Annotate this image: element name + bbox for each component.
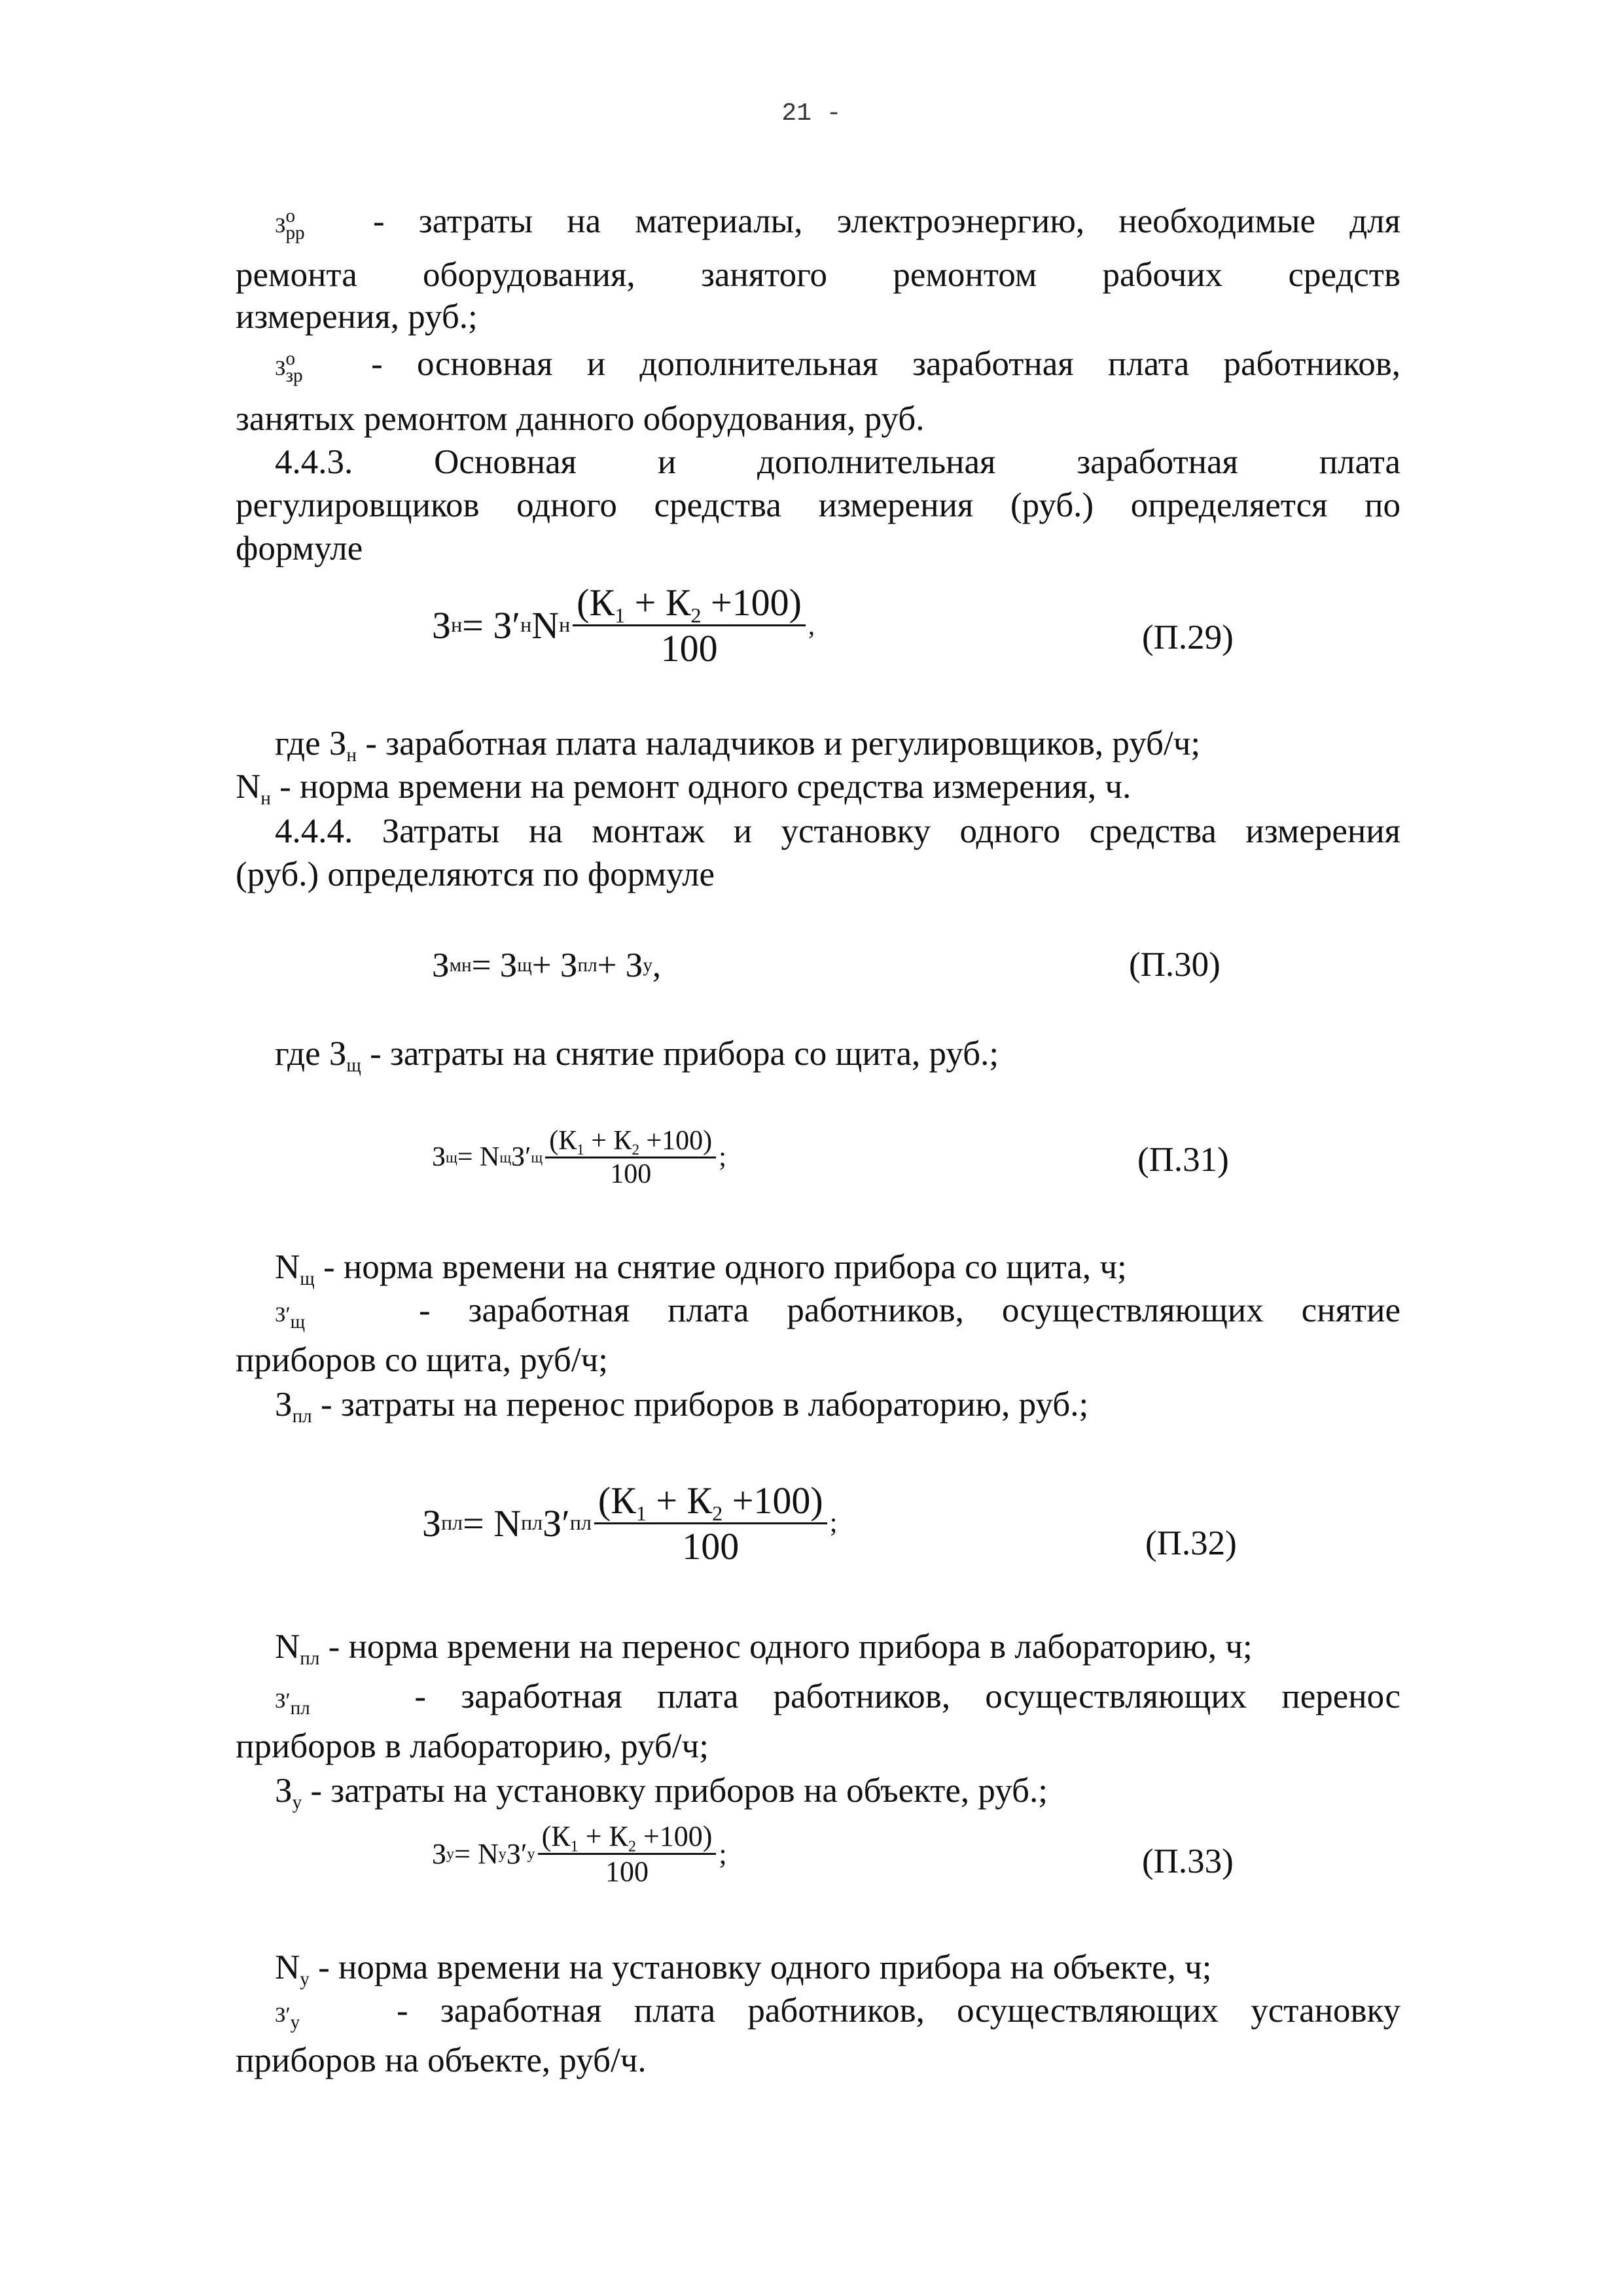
text-line: регулировщиков одного средства измерения (руб.) определяется по bbox=[236, 486, 1400, 524]
text-line: ремонта оборудования, занятого ремонтом рабочих средств bbox=[236, 256, 1400, 294]
symbol-z-rr: $З^о_{рр}$ bbox=[275, 205, 305, 244]
text-line: $З'_{пл}$ - заработная плата работников, осуществляющих перенос bbox=[275, 1677, 1400, 1719]
text-line: $N_{пл}$ - норма времени на перенос одного прибора в лабораторию, ч; bbox=[275, 1628, 1253, 1670]
text-line: формуле bbox=[236, 529, 363, 567]
text-line: $З_{пл}$ - затраты на перенос приборов в лабораторию, руб.; bbox=[275, 1386, 1089, 1427]
equation-label-p29: (П.29) bbox=[1142, 619, 1234, 656]
text-line: измерения, руб.; bbox=[236, 298, 478, 336]
text-line: $З'_щ$ - заработная плата работников, осуществляющих снятие bbox=[275, 1291, 1401, 1333]
section-heading-4-4-4: 4.4.4. Затраты на монтаж и установку одного средства измерения bbox=[275, 812, 1400, 850]
text-line: приборов со щита, руб/ч; bbox=[236, 1341, 608, 1379]
equation-label-p30: (П.30) bbox=[1129, 946, 1221, 984]
equation-label-p32: (П.32) bbox=[1145, 1524, 1237, 1562]
text-line: $З^о_{зр}$ - основная и дополнительная заработная плата работников, bbox=[275, 345, 1400, 387]
fraction: $\frac{(К_1 + К_2 +100)}{100}$ bbox=[545, 1125, 716, 1190]
text-line: $N_у$ - норма времени на установку одного прибора на объекте, ч; bbox=[275, 1948, 1212, 1990]
section-heading-4-4-3: 4.4.3. Основная и дополнительная заработная плата bbox=[275, 443, 1400, 481]
text-line: занятых ремонтом данного оборудования, руб. bbox=[236, 400, 925, 438]
symbol-zp-pl: $З'_{пл}$ bbox=[275, 1689, 310, 1719]
symbol-zp-u: $З'_у$ bbox=[275, 2003, 300, 2034]
fraction: $\frac{(К_1 + К_2 +100)}{100}$ bbox=[594, 1479, 827, 1568]
symbol-zp-shch: $З'_щ$ bbox=[275, 1303, 306, 1333]
equation-label-p33: (П.33) bbox=[1142, 1842, 1234, 1880]
formula-p29: З н = З′ н N н $\frac{(К_1 + К_2 +100)}{100}$ , bbox=[432, 581, 815, 670]
text-line: приборов в лабораторию, руб/ч; bbox=[236, 1727, 709, 1765]
text-line: $N_н$ - норма времени на ремонт одного средства измерения, ч. bbox=[236, 768, 1132, 810]
text-line: (руб.) определяются по формуле bbox=[236, 855, 715, 893]
formula-p30: З мн = З щ + З пл + З у , bbox=[432, 946, 662, 984]
fraction: $\frac{(К_1 + К_2 +100)}{100}$ bbox=[573, 581, 806, 670]
fraction: $\frac{(К_1 + К_2 +100)}{100}$ bbox=[538, 1820, 717, 1888]
text-line: где $З_н$ - заработная плата наладчиков и регулировщиков, руб/ч; bbox=[275, 725, 1201, 766]
text-line: где $З_щ$ - затраты на снятие прибора со щита, руб.; bbox=[275, 1035, 999, 1077]
page-number: 21 - bbox=[781, 99, 842, 128]
symbol-z-zr: $З^о_{зр}$ bbox=[275, 348, 303, 387]
formula-p33: З у = N у З′ у $\frac{(К_1 + К_2 +100)}{100}$ ; bbox=[432, 1820, 727, 1888]
text-line: приборов на объекте, руб/ч. bbox=[236, 2041, 647, 2079]
text-line: $N_щ$ - норма времени на снятие одного прибора со щита, ч; bbox=[275, 1248, 1127, 1290]
equation-label-p31: (П.31) bbox=[1137, 1141, 1229, 1179]
text-line: $З'_у$ - заработная плата работников, осуществляющих установку bbox=[275, 1992, 1401, 2034]
formula-p31: З щ = N щ З′ щ $\frac{(К_1 + К_2 +100)}{100}$ ; bbox=[432, 1125, 726, 1189]
text-line: $З^о_{рр}$ - затраты на материалы, электроэнергию, необходимые для bbox=[275, 202, 1401, 244]
text-line: $З_у$ - затраты на установку приборов на объекте, руб.; bbox=[275, 1772, 1048, 1814]
formula-p32: З пл = N пл З′ пл $\frac{(К_1 + К_2 +100)}{100}$ ; bbox=[422, 1479, 838, 1568]
